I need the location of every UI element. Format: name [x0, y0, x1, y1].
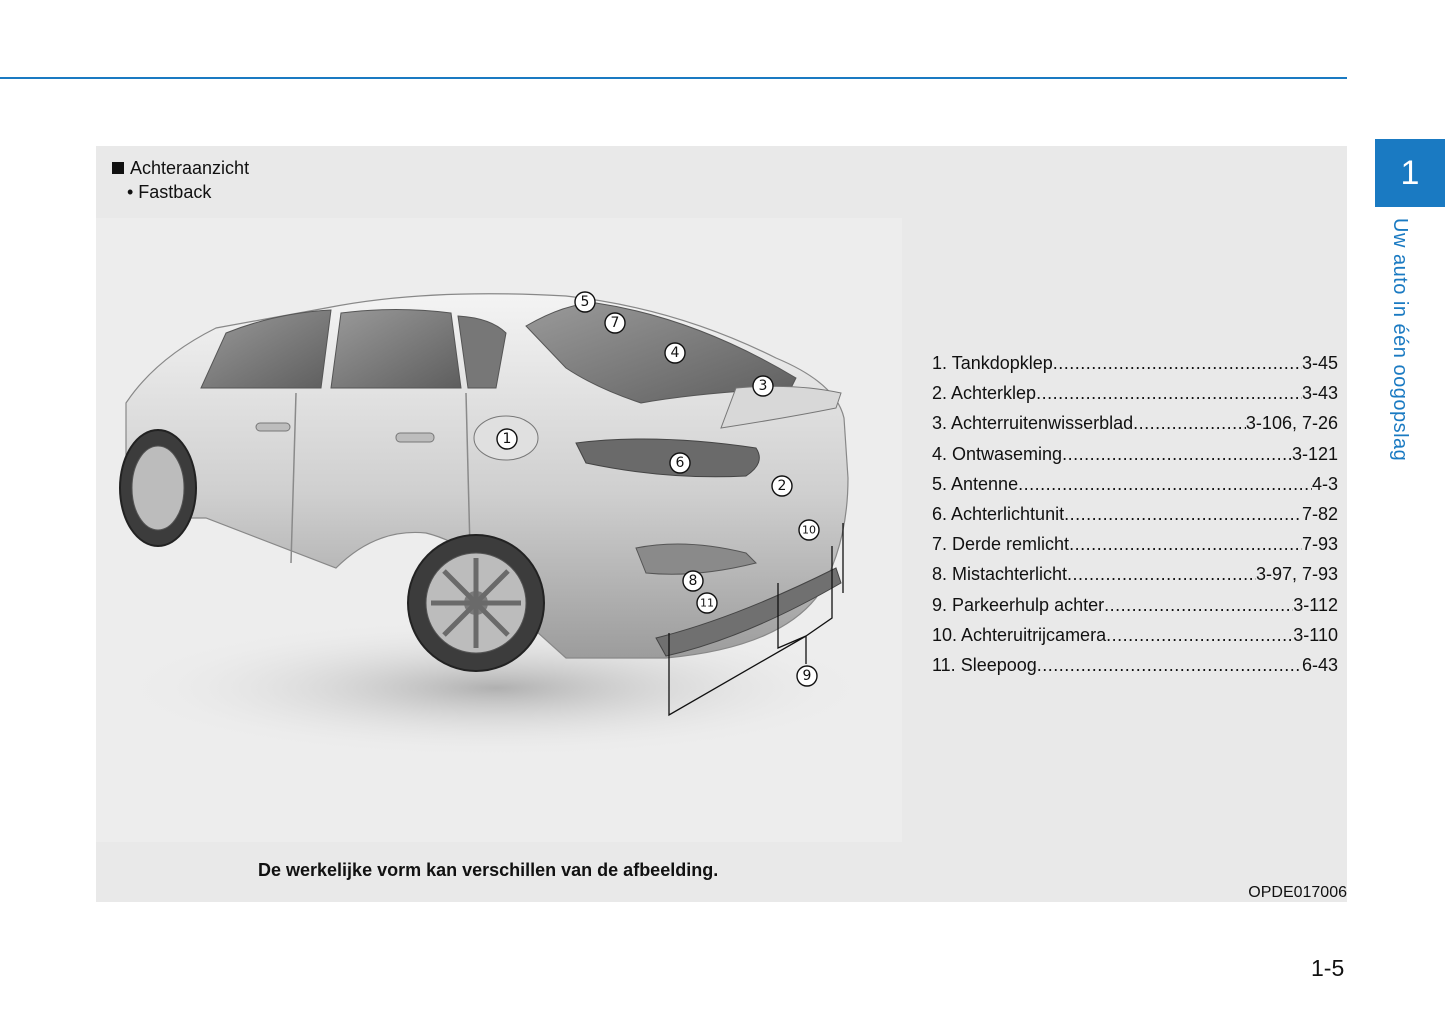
parts-list — [932, 348, 1338, 680]
list-item: 4. Ontwaseming ..... 3-121 — [932, 439, 1338, 469]
figure-caption: De werkelijke vorm kan verschillen van de afbeelding. — [258, 860, 719, 880]
figure-code: OPDE017006 — [1248, 884, 1347, 901]
callout-11 — [697, 593, 717, 613]
svg-text:2: 2 — [777, 478, 787, 494]
callout-1 — [497, 429, 517, 449]
callout-10 — [799, 520, 819, 540]
svg-text:10: 10 — [802, 523, 816, 537]
svg-text:5: 5 — [580, 294, 590, 310]
svg-text:8: 8 — [688, 573, 698, 589]
callout-2 — [772, 476, 792, 496]
svg-text:3: 3 — [758, 378, 768, 394]
svg-text:7: 7 — [610, 315, 620, 331]
chapter-title: Uw auto in één oogopslag — [1389, 218, 1411, 462]
callout-7 — [605, 313, 625, 333]
page-number: 1-5 — [1311, 955, 1345, 981]
svg-text:6: 6 — [675, 455, 685, 471]
list-item: 2. Achterklep ..... 3-43 — [932, 378, 1338, 408]
callout-8 — [683, 571, 703, 591]
section-subheading: • Fastback — [127, 182, 212, 202]
callout-6 — [670, 453, 690, 473]
list-item: 3. Achterruitenwisserblad ..... 3-106, 7-26 — [932, 408, 1338, 438]
list-item: 6. Achterlichtunit ..... 7-82 — [932, 499, 1338, 529]
svg-text:4: 4 — [670, 345, 680, 361]
header-rule — [0, 77, 1347, 79]
chapter-number: 1 — [1400, 153, 1420, 192]
list-item: 9. Parkeerhulp achter ..... 3-112 — [932, 590, 1338, 620]
car-rear-view-icon — [96, 218, 902, 842]
list-item: 7. Derde remlicht ..... 7-93 — [932, 529, 1338, 559]
list-item: 8. Mistachterlicht ..... 3-97, 7-93 — [932, 559, 1338, 589]
chapter-tab — [1375, 139, 1445, 207]
callout-3 — [753, 376, 773, 396]
callout-4 — [665, 343, 685, 363]
list-item: 11. Sleepoog ..... 6-43 — [932, 650, 1338, 680]
svg-text:11: 11 — [700, 596, 714, 610]
callout-5 — [575, 292, 595, 312]
callout-9 — [797, 666, 817, 686]
list-item: 5. Antenne ..... 4-3 — [932, 469, 1338, 499]
square-bullet-icon — [112, 162, 124, 174]
list-item: 10. Achteruitrijcamera ..... 3-110 — [932, 620, 1338, 650]
svg-text:9: 9 — [802, 668, 812, 684]
list-item: 1. Tankdopklep ..... 3-45 — [932, 348, 1338, 378]
car-illustration — [96, 218, 902, 842]
section-heading — [112, 156, 249, 180]
section-heading-text: Achteraanzicht — [130, 158, 250, 178]
svg-text:1: 1 — [502, 431, 512, 447]
